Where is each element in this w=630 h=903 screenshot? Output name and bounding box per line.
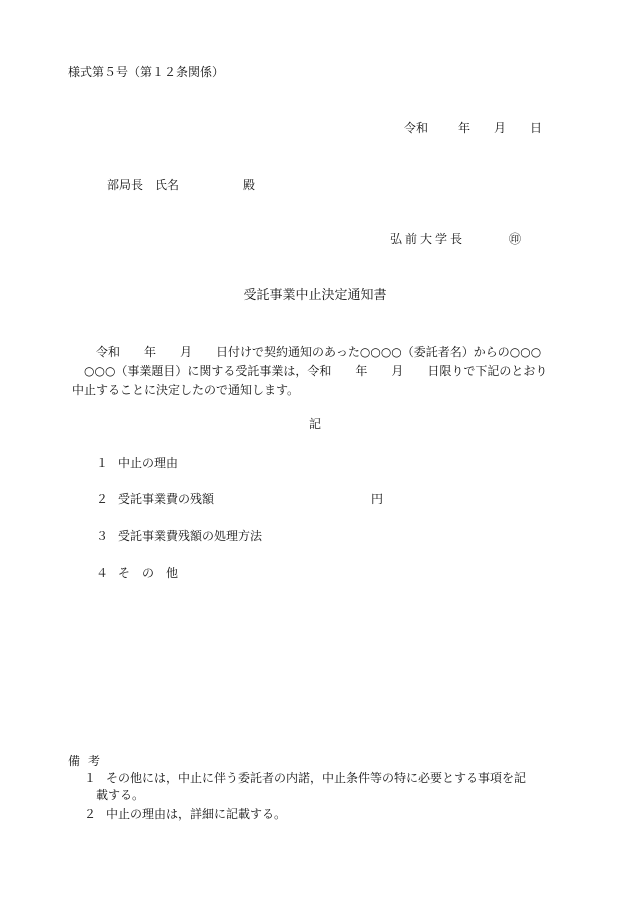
body-line-1: 令和 年 月 日付けで契約通知のあった○○○○（委託者名）からの○○○	[96, 345, 542, 359]
body-text	[68, 343, 548, 400]
addressee-honorific: 殿	[243, 178, 256, 192]
item-number: ３	[96, 529, 109, 543]
item-number: ４	[96, 566, 109, 580]
remark-text-continued: 載する。	[96, 788, 145, 802]
remark-number: ２	[84, 807, 97, 821]
addressee	[107, 177, 255, 193]
item-label: 受託事業費の残額	[118, 492, 215, 506]
date-month: 月	[493, 121, 506, 135]
date-line	[404, 120, 542, 136]
sender	[390, 231, 521, 247]
list-item	[96, 565, 178, 581]
item-number: １	[96, 456, 109, 470]
list-item	[96, 528, 262, 544]
addressee-title: 部局長 氏名	[107, 178, 180, 192]
document-title: 受託事業中止決定通知書	[243, 288, 387, 303]
remark-item	[84, 770, 544, 804]
item-number: ２	[96, 492, 109, 506]
date-era: 令和	[403, 121, 428, 135]
body-line-2: ○○○（事業題目）に関する受託事業は，令和 年 月 日限りで下記のとおり	[84, 364, 548, 378]
remark-text: 中止の理由は，詳細に記載する。	[106, 807, 287, 821]
date-year: 年	[457, 121, 470, 135]
date-day: 日	[529, 121, 542, 135]
ki-heading: 記	[308, 417, 321, 431]
remarks-heading: 備考	[68, 754, 109, 768]
item-label: 中止の理由	[118, 456, 179, 470]
remark-text: その他には，中止に伴う委託者の内諾，中止条件等の特に必要とする事項を記	[106, 771, 527, 785]
list-item	[96, 455, 178, 471]
item-unit: 円	[371, 492, 384, 506]
item-label: 受託事業費残額の処理方法	[118, 529, 263, 543]
item-label: そ の 他	[118, 566, 179, 580]
sender-name: 弘前大学長	[390, 232, 466, 246]
remark-number: １	[84, 771, 97, 785]
seal-mark: ㊞	[509, 232, 522, 246]
list-item	[96, 491, 383, 507]
remark-item	[84, 806, 286, 823]
form-number: 様式第５号（第１２条関係）	[68, 65, 225, 79]
body-line-3: 中止することに決定したので通知します。	[72, 383, 300, 397]
